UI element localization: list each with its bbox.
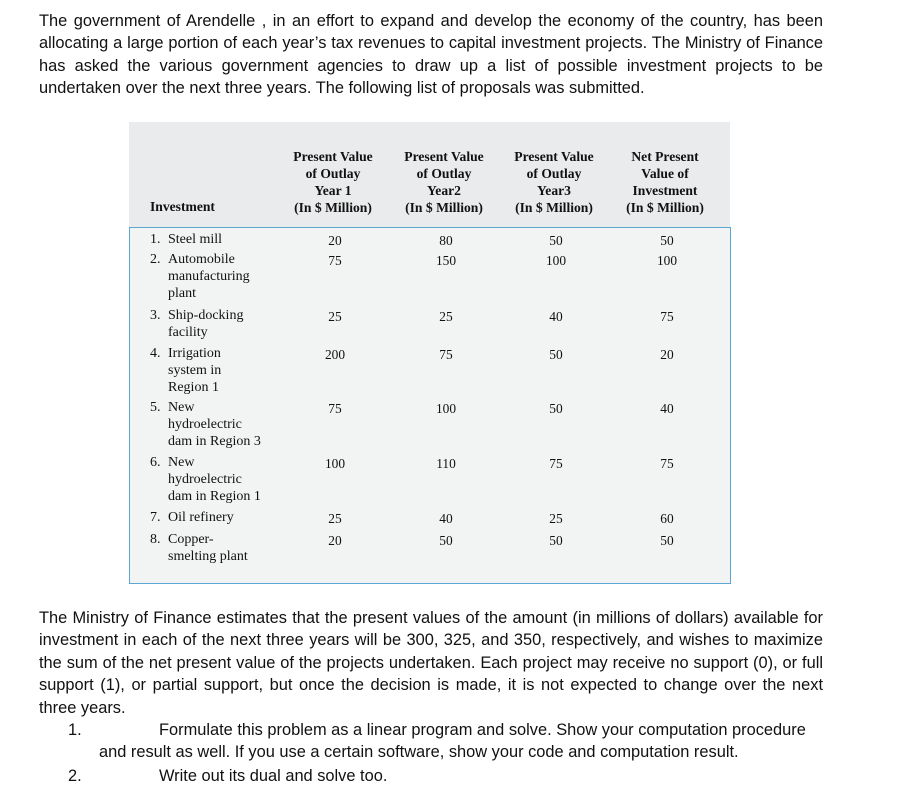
header-line: Investment xyxy=(632,183,698,198)
investment-name-line: dam in Region 3 xyxy=(168,433,261,449)
header-line: (In $ Million) xyxy=(294,200,372,215)
question-2-number: 2. xyxy=(68,767,82,785)
row-number: 1. xyxy=(150,232,161,247)
header-line: Present Value xyxy=(293,149,373,164)
table-cell: 75 xyxy=(660,309,674,324)
investment-name-line: Oil refinery xyxy=(168,510,234,525)
outro-paragraph: The Ministry of Finance estimates that the present values of the amount (in millions of dollars) available for investment in each of the next three years will be 300, 325, and 350, respectively, and wishes to maximize the sum of the net present value of the projects undertaken. Each project may receive no support (0), or full support (1), or partial support, but once the decision is made, it is not expected to change over the next three years. xyxy=(39,609,823,717)
row-number: 3. xyxy=(150,308,161,323)
investment-name-line: Automobile xyxy=(168,252,235,267)
table-cell: 75 xyxy=(328,401,342,416)
header-line: of Outlay xyxy=(526,166,582,181)
table-cell: 40 xyxy=(439,511,453,526)
header-line: (In $ Million) xyxy=(515,200,593,215)
column-header-year3 xyxy=(500,148,608,216)
header-line: Year3 xyxy=(537,183,571,198)
investment-name-line: Region 1 xyxy=(168,379,219,395)
investment-name xyxy=(150,455,275,505)
header-line: Present Value xyxy=(514,149,594,164)
header-line: (In $ Million) xyxy=(626,200,704,215)
table-cell: 50 xyxy=(549,533,563,548)
investment-name xyxy=(150,400,275,450)
investment-name xyxy=(150,346,275,396)
table-cell: 25 xyxy=(328,511,342,526)
question-2-line1: Write out its dual and solve too. xyxy=(159,767,388,785)
table-cell: 75 xyxy=(549,456,563,471)
table-cell: 75 xyxy=(328,253,342,268)
investment-name-line: smelting plant xyxy=(168,548,248,564)
header-line: of Outlay xyxy=(416,166,472,181)
investment-name xyxy=(150,252,275,302)
investment-name-line: system in xyxy=(168,362,222,378)
row-number: 2. xyxy=(150,252,161,267)
table-cell: 40 xyxy=(660,401,674,416)
column-header-year2 xyxy=(390,148,498,216)
investment-name xyxy=(150,232,275,249)
investment-name-line: facility xyxy=(168,324,208,340)
header-line: Present Value xyxy=(404,149,484,164)
investment-name-line: hydroelectric xyxy=(168,471,242,487)
question-1-line1: Formulate this problem as a linear program and solve. Show your computation procedure xyxy=(159,721,806,739)
table-cell: 150 xyxy=(435,253,457,268)
table-cell: 100 xyxy=(545,253,567,268)
column-header-npv xyxy=(611,148,719,216)
question-1-number: 1. xyxy=(68,721,82,739)
table-cell: 100 xyxy=(324,456,346,471)
investment-name xyxy=(150,532,275,566)
header-line: of Outlay xyxy=(305,166,361,181)
header-line: Year 1 xyxy=(314,183,352,198)
table-cell: 50 xyxy=(549,347,563,362)
table-cell: 75 xyxy=(439,347,453,362)
investment-name-line: hydroelectric xyxy=(168,416,242,432)
investment-name xyxy=(150,510,275,527)
table-cell: 50 xyxy=(660,533,674,548)
header-line: Year2 xyxy=(427,183,461,198)
investment-name-line: New xyxy=(168,400,195,415)
row-number: 6. xyxy=(150,455,161,470)
intro-paragraph: The government of Arendelle , in an effort to expand and develop the economy of the country, has been allocating a large portion of each year’s tax revenues to capital investment projects. The Ministry of Finance has asked the various government agencies to draw up a list of possible investment projects to be undertaken over the next three years. The following list of proposals was submitted. xyxy=(39,12,823,98)
table-cell: 200 xyxy=(324,347,346,362)
investment-name-line: manufacturing xyxy=(168,268,250,284)
investment-name-line: dam in Region 1 xyxy=(168,488,261,504)
investment-column-header: Investment xyxy=(150,199,215,214)
investment-name-line: Ship-docking xyxy=(168,308,244,323)
table-cell: 50 xyxy=(549,401,563,416)
row-number: 7. xyxy=(150,510,161,525)
table-cell: 25 xyxy=(439,309,453,324)
column-header-year1 xyxy=(279,148,387,216)
table-cell: 75 xyxy=(660,456,674,471)
row-number: 5. xyxy=(150,400,161,415)
investment-name xyxy=(150,308,275,342)
header-line: (In $ Million) xyxy=(405,200,483,215)
table-cell: 110 xyxy=(436,456,456,471)
table-cell: 25 xyxy=(328,309,342,324)
table-cell: 100 xyxy=(435,401,457,416)
question-1-line2: and result as well. If you use a certain software, show your code and computation result. xyxy=(99,743,739,761)
header-line: Value of xyxy=(641,166,689,181)
investment-name-line: Irrigation xyxy=(168,346,221,361)
investment-name-line: plant xyxy=(168,285,196,301)
table-cell: 20 xyxy=(660,347,674,362)
table-cell: 20 xyxy=(328,233,342,248)
table-cell: 80 xyxy=(439,233,453,248)
table-cell: 50 xyxy=(549,233,563,248)
table-cell: 25 xyxy=(549,511,563,526)
table-cell: 50 xyxy=(439,533,453,548)
table-cell: 40 xyxy=(549,309,563,324)
header-line: Net Present xyxy=(631,149,699,164)
investment-name-line: Copper- xyxy=(168,532,214,547)
table-cell: 60 xyxy=(660,511,674,526)
table-cell: 50 xyxy=(660,233,674,248)
row-number: 4. xyxy=(150,346,161,361)
table-cell: 20 xyxy=(328,533,342,548)
investment-name-line: New xyxy=(168,455,195,470)
table-cell: 100 xyxy=(656,253,678,268)
investment-name-line: Steel mill xyxy=(168,232,223,247)
row-number: 8. xyxy=(150,532,161,547)
